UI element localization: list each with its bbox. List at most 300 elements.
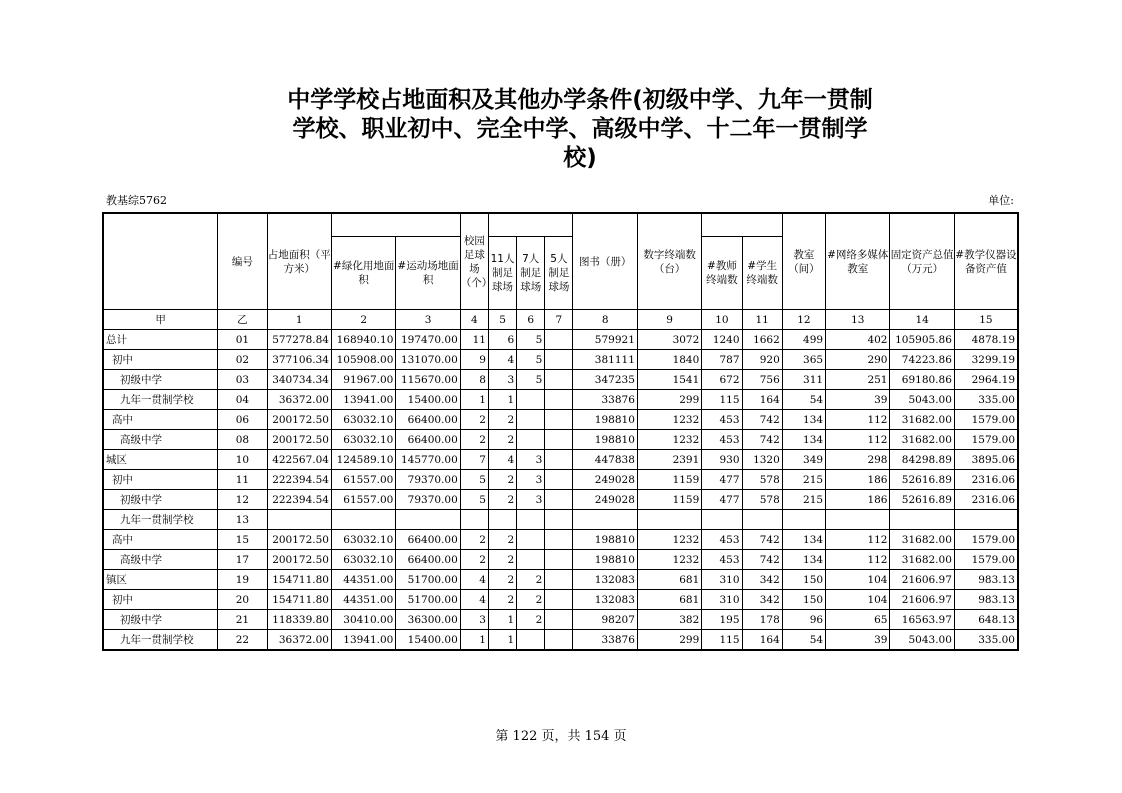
- data-cell: 124589.10: [331, 450, 395, 470]
- header-f11: 11人制足球场: [488, 237, 516, 310]
- data-cell: 5: [460, 470, 488, 490]
- data-cell: 2964.19: [954, 370, 1018, 390]
- data-cell: 340734.34: [267, 370, 331, 390]
- data-cell: 335.00: [954, 630, 1018, 651]
- data-cell: 2: [460, 410, 488, 430]
- data-cell: 1579.00: [954, 430, 1018, 450]
- index-cell: 12: [782, 310, 825, 330]
- table-row: [103, 470, 1018, 490]
- data-cell: 132083: [573, 590, 637, 610]
- data-cell: 4: [488, 450, 516, 470]
- row-code: 22: [218, 630, 267, 651]
- row-code: 21: [218, 610, 267, 630]
- data-cell: 215: [782, 490, 825, 510]
- data-cell: [517, 510, 545, 530]
- index-cell: 6: [517, 310, 545, 330]
- row-code: 15: [218, 530, 267, 550]
- header-name-blank: [103, 213, 218, 310]
- table-body: [103, 330, 1018, 651]
- data-cell: 63032.10: [331, 410, 395, 430]
- data-cell: 31682.00: [890, 410, 954, 430]
- data-cell: 298: [826, 450, 890, 470]
- header-football-group: [488, 213, 573, 237]
- data-cell: 54: [782, 630, 825, 651]
- data-cell: 31682.00: [890, 550, 954, 570]
- data-cell: 1159: [637, 470, 701, 490]
- row-code: 01: [218, 330, 267, 350]
- data-cell: 164: [742, 390, 782, 410]
- data-cell: 198810: [573, 410, 637, 430]
- data-cell: 381111: [573, 350, 637, 370]
- table-row: [103, 370, 1018, 390]
- data-cell: 2: [488, 410, 516, 430]
- data-cell: 134: [782, 530, 825, 550]
- table-row: [103, 510, 1018, 530]
- table-row: [103, 350, 1018, 370]
- data-cell: [782, 510, 825, 530]
- data-cell: 31682.00: [890, 530, 954, 550]
- data-cell: 9: [460, 350, 488, 370]
- data-cell: [545, 570, 573, 590]
- data-cell: 51700.00: [396, 590, 460, 610]
- data-cell: 21606.97: [890, 570, 954, 590]
- data-cell: 91967.00: [331, 370, 395, 390]
- data-cell: 1: [488, 610, 516, 630]
- data-cell: 1579.00: [954, 530, 1018, 550]
- data-cell: 4878.19: [954, 330, 1018, 350]
- data-cell: [488, 510, 516, 530]
- row-code: 19: [218, 570, 267, 590]
- data-cell: 299: [637, 390, 701, 410]
- data-cell: 499: [782, 330, 825, 350]
- data-cell: 134: [782, 430, 825, 450]
- data-cell: 2316.06: [954, 470, 1018, 490]
- data-cell: 3895.06: [954, 450, 1018, 470]
- data-cell: 422567.04: [267, 450, 331, 470]
- header-teacher-terminals: #教师终端数: [702, 237, 742, 310]
- data-cell: 672: [702, 370, 742, 390]
- data-cell: 453: [702, 430, 742, 450]
- data-cell: [331, 510, 395, 530]
- data-cell: [517, 390, 545, 410]
- data-cell: 2: [488, 570, 516, 590]
- data-cell: 33876: [573, 390, 637, 410]
- table-row: [103, 550, 1018, 570]
- row-label: 高中: [103, 530, 218, 550]
- data-cell: 118339.80: [267, 610, 331, 630]
- data-cell: 63032.10: [331, 430, 395, 450]
- data-cell: 249028: [573, 470, 637, 490]
- data-cell: [545, 510, 573, 530]
- data-cell: 154711.80: [267, 570, 331, 590]
- data-cell: [517, 530, 545, 550]
- data-cell: 3: [517, 490, 545, 510]
- header-f7: 7人制足球场: [517, 237, 545, 310]
- index-row: [103, 310, 1018, 330]
- data-cell: [890, 510, 954, 530]
- index-cell: 13: [826, 310, 890, 330]
- header-terminals: 数字终端数（台）: [637, 213, 701, 310]
- table-row: [103, 530, 1018, 550]
- data-cell: 577278.84: [267, 330, 331, 350]
- data-cell: 134: [782, 410, 825, 430]
- data-cell: 52616.89: [890, 470, 954, 490]
- data-cell: [573, 510, 637, 530]
- data-cell: 63032.10: [331, 530, 395, 550]
- row-code: 10: [218, 450, 267, 470]
- data-cell: 3: [517, 470, 545, 490]
- data-cell: 98207: [573, 610, 637, 630]
- data-cell: 30410.00: [331, 610, 395, 630]
- data-cell: 4: [488, 350, 516, 370]
- data-cell: 164: [742, 630, 782, 651]
- data-cell: 681: [637, 590, 701, 610]
- data-cell: 112: [826, 530, 890, 550]
- data-cell: 154711.80: [267, 590, 331, 610]
- data-cell: 66400.00: [396, 550, 460, 570]
- header-terminal-group: [702, 213, 783, 237]
- data-cell: 2: [517, 570, 545, 590]
- data-cell: 195: [702, 610, 742, 630]
- header-code: 编号: [218, 213, 267, 310]
- header-assets: 固定资产总值（万元）: [890, 213, 954, 310]
- row-code: 11: [218, 470, 267, 490]
- row-label: 九年一贯制学校: [103, 630, 218, 651]
- data-cell: 342: [742, 570, 782, 590]
- data-cell: 36372.00: [267, 630, 331, 651]
- row-label: 高中: [103, 410, 218, 430]
- title-line-2: 学校、职业初中、完全中学、高级中学、十二年一贯制学: [292, 116, 868, 142]
- data-cell: 477: [702, 470, 742, 490]
- data-cell: 2: [488, 530, 516, 550]
- data-cell: [637, 510, 701, 530]
- data-cell: 61557.00: [331, 490, 395, 510]
- index-cell: 乙: [218, 310, 267, 330]
- data-cell: 5043.00: [890, 390, 954, 410]
- data-cell: 8: [460, 370, 488, 390]
- data-cell: 15400.00: [396, 390, 460, 410]
- data-cell: 5043.00: [890, 630, 954, 651]
- data-cell: 2: [488, 590, 516, 610]
- data-cell: 1320: [742, 450, 782, 470]
- data-cell: [742, 510, 782, 530]
- data-cell: 198810: [573, 530, 637, 550]
- data-cell: [545, 390, 573, 410]
- data-cell: 145770.00: [396, 450, 460, 470]
- row-code: 06: [218, 410, 267, 430]
- data-cell: 222394.54: [267, 490, 331, 510]
- data-cell: 742: [742, 410, 782, 430]
- row-label: 镇区: [103, 570, 218, 590]
- data-cell: 365: [782, 350, 825, 370]
- header-multimedia: #网络多媒体教室: [826, 213, 890, 310]
- index-cell: 3: [396, 310, 460, 330]
- data-cell: 382: [637, 610, 701, 630]
- data-cell: 15400.00: [396, 630, 460, 651]
- data-cell: 453: [702, 410, 742, 430]
- header-f5: 5人制足球场: [545, 237, 573, 310]
- data-cell: [826, 510, 890, 530]
- data-cell: 756: [742, 370, 782, 390]
- data-cell: 3072: [637, 330, 701, 350]
- row-label: 初级中学: [103, 370, 218, 390]
- data-cell: 105908.00: [331, 350, 395, 370]
- data-cell: 79370.00: [396, 490, 460, 510]
- form-code: 教基综5762: [106, 194, 167, 207]
- data-cell: 2316.06: [954, 490, 1018, 510]
- header-area: 占地面积（平方米）: [267, 213, 331, 310]
- data-cell: 1541: [637, 370, 701, 390]
- data-cell: 150: [782, 570, 825, 590]
- header-books: 图书（册）: [573, 213, 637, 310]
- data-cell: 2: [460, 550, 488, 570]
- row-code: 12: [218, 490, 267, 510]
- row-label: 初中: [103, 470, 218, 490]
- data-cell: [545, 590, 573, 610]
- data-cell: 13941.00: [331, 390, 395, 410]
- data-cell: 39: [826, 390, 890, 410]
- data-cell: 65: [826, 610, 890, 630]
- data-cell: [545, 490, 573, 510]
- data-cell: 3: [517, 450, 545, 470]
- data-cell: 200172.50: [267, 550, 331, 570]
- data-cell: 198810: [573, 430, 637, 450]
- data-cell: 115670.00: [396, 370, 460, 390]
- index-cell: 1: [267, 310, 331, 330]
- data-cell: 200172.50: [267, 530, 331, 550]
- data-cell: 2: [517, 610, 545, 630]
- data-cell: 168940.10: [331, 330, 395, 350]
- data-cell: [545, 410, 573, 430]
- header-sports: #运动场地面积: [396, 237, 460, 310]
- data-cell: 178: [742, 610, 782, 630]
- header-football: 校园足球场（个）: [460, 213, 488, 310]
- data-cell: 402: [826, 330, 890, 350]
- header-area-group: [331, 213, 460, 237]
- data-cell: 21606.97: [890, 590, 954, 610]
- data-cell: [545, 430, 573, 450]
- index-cell: 甲: [103, 310, 218, 330]
- data-cell: [545, 350, 573, 370]
- data-cell: [954, 510, 1018, 530]
- data-cell: 1579.00: [954, 410, 1018, 430]
- table-row: [103, 330, 1018, 350]
- data-cell: 342: [742, 590, 782, 610]
- data-cell: 200172.50: [267, 430, 331, 450]
- data-cell: 742: [742, 430, 782, 450]
- data-cell: 787: [702, 350, 742, 370]
- data-cell: 51700.00: [396, 570, 460, 590]
- table-row: [103, 390, 1018, 410]
- data-table: [102, 212, 1019, 651]
- data-cell: 61557.00: [331, 470, 395, 490]
- report-title: [170, 82, 990, 172]
- row-label: 初级中学: [103, 610, 218, 630]
- data-cell: 578: [742, 470, 782, 490]
- data-cell: 112: [826, 410, 890, 430]
- data-cell: 66400.00: [396, 430, 460, 450]
- row-label: 总计: [103, 330, 218, 350]
- row-label: 高级中学: [103, 550, 218, 570]
- data-cell: [702, 510, 742, 530]
- data-cell: [545, 610, 573, 630]
- data-cell: [517, 630, 545, 651]
- table-row: [103, 490, 1018, 510]
- index-cell: 7: [545, 310, 573, 330]
- row-code: 03: [218, 370, 267, 390]
- data-cell: 66400.00: [396, 530, 460, 550]
- data-cell: [545, 330, 573, 350]
- data-cell: 4: [460, 570, 488, 590]
- data-cell: 335.00: [954, 390, 1018, 410]
- table-row: [103, 450, 1018, 470]
- data-cell: 299: [637, 630, 701, 651]
- data-cell: 1840: [637, 350, 701, 370]
- data-cell: 1: [488, 630, 516, 651]
- header-classrooms: 教室（间）: [782, 213, 825, 310]
- data-cell: 69180.86: [890, 370, 954, 390]
- data-cell: [267, 510, 331, 530]
- data-cell: 4: [460, 590, 488, 610]
- data-cell: 2: [460, 430, 488, 450]
- data-cell: 930: [702, 450, 742, 470]
- data-cell: [545, 370, 573, 390]
- row-code: 17: [218, 550, 267, 570]
- data-cell: 150: [782, 590, 825, 610]
- data-cell: 215: [782, 470, 825, 490]
- data-cell: 16563.97: [890, 610, 954, 630]
- table-row: [103, 430, 1018, 450]
- data-cell: 2: [488, 550, 516, 570]
- index-cell: 15: [954, 310, 1018, 330]
- row-label: 城区: [103, 450, 218, 470]
- data-cell: 5: [460, 490, 488, 510]
- index-cell: 4: [460, 310, 488, 330]
- data-cell: [545, 630, 573, 651]
- data-cell: 63032.10: [331, 550, 395, 570]
- data-cell: [517, 430, 545, 450]
- data-cell: 310: [702, 590, 742, 610]
- data-cell: 112: [826, 550, 890, 570]
- index-cell: 9: [637, 310, 701, 330]
- data-cell: 96: [782, 610, 825, 630]
- data-cell: [545, 550, 573, 570]
- data-cell: 115: [702, 390, 742, 410]
- data-cell: 742: [742, 550, 782, 570]
- table-row: [103, 610, 1018, 630]
- data-cell: 2: [488, 430, 516, 450]
- data-cell: 1240: [702, 330, 742, 350]
- data-cell: 52616.89: [890, 490, 954, 510]
- data-cell: 742: [742, 530, 782, 550]
- data-cell: 104: [826, 590, 890, 610]
- data-cell: 2: [488, 470, 516, 490]
- data-cell: 11: [460, 330, 488, 350]
- data-cell: [545, 470, 573, 490]
- data-cell: [517, 410, 545, 430]
- data-cell: 1232: [637, 550, 701, 570]
- data-cell: 31682.00: [890, 430, 954, 450]
- data-cell: 249028: [573, 490, 637, 510]
- data-cell: 186: [826, 490, 890, 510]
- table-row: [103, 570, 1018, 590]
- index-cell: 5: [488, 310, 516, 330]
- data-cell: 2391: [637, 450, 701, 470]
- data-cell: [517, 550, 545, 570]
- table-row: [103, 410, 1018, 430]
- row-label: 初级中学: [103, 490, 218, 510]
- data-cell: 33876: [573, 630, 637, 651]
- data-cell: 66400.00: [396, 410, 460, 430]
- data-cell: 44351.00: [331, 570, 395, 590]
- data-cell: 200172.50: [267, 410, 331, 430]
- data-cell: 2: [460, 530, 488, 550]
- data-cell: 39: [826, 630, 890, 651]
- page-footer: 第 122 页，共 154 页: [495, 729, 627, 744]
- data-cell: 1232: [637, 430, 701, 450]
- data-cell: 115: [702, 630, 742, 651]
- data-cell: 347235: [573, 370, 637, 390]
- data-cell: 36300.00: [396, 610, 460, 630]
- table-row: [103, 630, 1018, 651]
- data-cell: 54: [782, 390, 825, 410]
- data-cell: [396, 510, 460, 530]
- data-cell: 105905.86: [890, 330, 954, 350]
- data-cell: 453: [702, 530, 742, 550]
- data-cell: 1: [460, 390, 488, 410]
- data-cell: 131070.00: [396, 350, 460, 370]
- row-label: 初中: [103, 350, 218, 370]
- data-cell: 5: [517, 350, 545, 370]
- title-line-3: 校): [563, 145, 597, 171]
- data-cell: 197470.00: [396, 330, 460, 350]
- data-cell: 104: [826, 570, 890, 590]
- data-cell: 5: [517, 370, 545, 390]
- data-cell: 3: [460, 610, 488, 630]
- data-cell: 447838: [573, 450, 637, 470]
- data-cell: 3: [488, 370, 516, 390]
- table-row: [103, 590, 1018, 610]
- header-student-terminals: #学生终端数: [742, 237, 782, 310]
- data-cell: 290: [826, 350, 890, 370]
- data-cell: 132083: [573, 570, 637, 590]
- data-cell: 84298.89: [890, 450, 954, 470]
- index-cell: 10: [702, 310, 742, 330]
- data-cell: 7: [460, 450, 488, 470]
- data-cell: 1232: [637, 530, 701, 550]
- data-cell: 1232: [637, 410, 701, 430]
- data-cell: 5: [517, 330, 545, 350]
- row-code: 13: [218, 510, 267, 530]
- data-cell: 74223.86: [890, 350, 954, 370]
- index-cell: 14: [890, 310, 954, 330]
- data-cell: 579921: [573, 330, 637, 350]
- unit-label: 单位:: [988, 194, 1014, 207]
- data-cell: 310: [702, 570, 742, 590]
- data-cell: 13941.00: [331, 630, 395, 651]
- header-equipment: #教学仪器设备资产值: [954, 213, 1018, 310]
- row-code: 08: [218, 430, 267, 450]
- data-cell: 983.13: [954, 590, 1018, 610]
- row-label: 九年一贯制学校: [103, 390, 218, 410]
- data-cell: 198810: [573, 550, 637, 570]
- row-code: 02: [218, 350, 267, 370]
- data-cell: 6: [488, 330, 516, 350]
- data-cell: 983.13: [954, 570, 1018, 590]
- data-cell: 578: [742, 490, 782, 510]
- row-label: 初中: [103, 590, 218, 610]
- data-cell: 1159: [637, 490, 701, 510]
